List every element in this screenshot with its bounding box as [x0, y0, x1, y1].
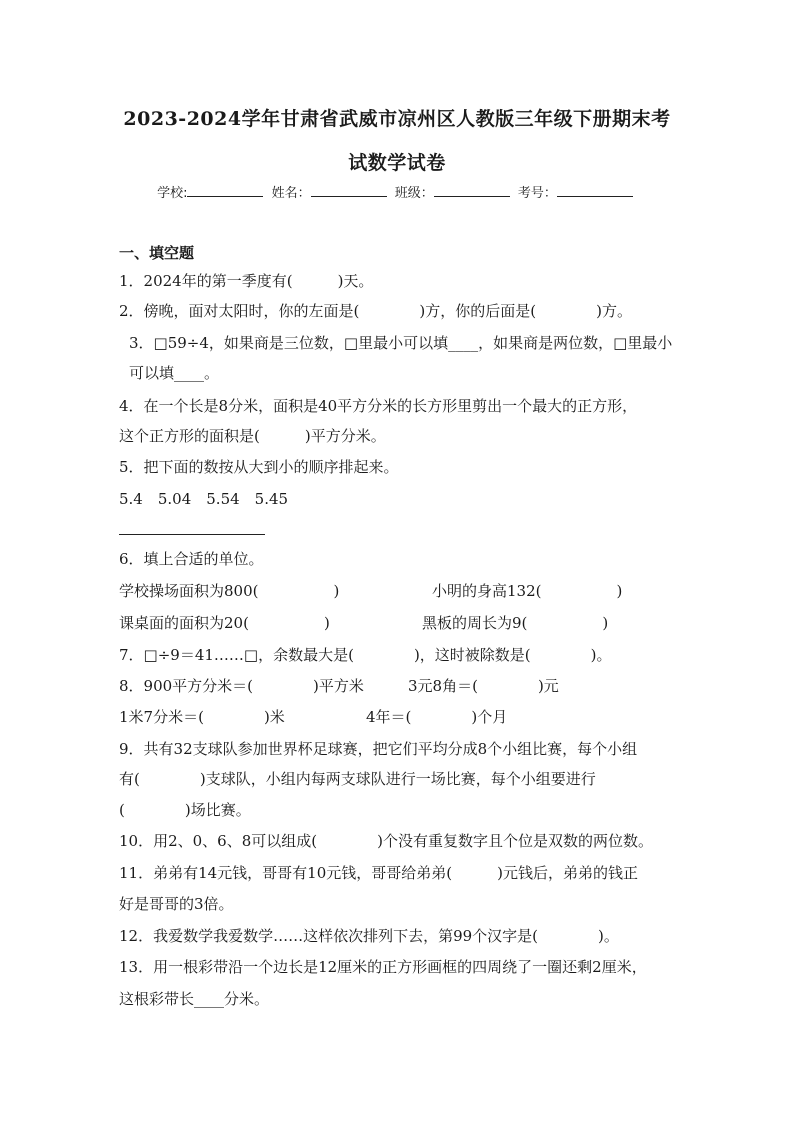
question-line: 11．弟弟有14元钱，哥哥有10元钱，哥哥给弟弟( )元钱后，弟弟的钱正	[119, 864, 638, 882]
name-blank[interactable]	[311, 184, 387, 197]
q6-item: 课桌面的面积为20( )	[119, 614, 330, 632]
q8-item: 3元8角＝( )元	[408, 677, 559, 695]
question-line: 有( )支球队，小组内每两支球队进行一场比赛，每个小组要进行	[119, 770, 596, 788]
question-line: 7．□÷9＝41……□，余数最大是( )，这时被除数是( )。	[119, 646, 612, 664]
exam-number-blank[interactable]	[557, 184, 633, 197]
question-line: 这根彩带长____分米。	[119, 990, 270, 1008]
q6-item: 小明的身高132( )	[432, 582, 623, 600]
answer-underline[interactable]	[119, 534, 265, 535]
q6-item: 学校操场面积为800( )	[119, 582, 340, 600]
question-line: 3．□59÷4，如果商是三位数，□里最小可以填____，如果商是两位数，□里最小	[129, 334, 673, 352]
exam-title-line2: 试数学试卷	[348, 152, 446, 174]
q8-item: 4年＝( )个月	[366, 708, 508, 726]
question-line: 13．用一根彩带沿一个边长是12厘米的正方形画框的四周绕了一圈还剩2厘米，	[119, 958, 647, 976]
name-label: 姓名：	[271, 186, 311, 201]
q8-item: 8．900平方分米＝( )平方米	[119, 677, 364, 695]
q6-item: 黑板的周长为9( )	[422, 614, 609, 632]
question-line: 5．把下面的数按从大到小的顺序排起来。	[119, 458, 399, 476]
question-line: 4．在一个长是8分米，面积是40平方分米的长方形里剪出一个最大的正方形，	[119, 397, 638, 415]
question-line: 可以填____。	[129, 364, 220, 382]
question-line: 这个正方形的面积是( )平方分米。	[119, 427, 386, 445]
question-line: 6．填上合适的单位。	[119, 550, 264, 568]
exam-number-label: 考号：	[517, 186, 557, 201]
number-list: 5.4 5.04 5.54 5.45	[119, 490, 289, 508]
q8-item: 1米7分米＝( )米	[119, 708, 285, 726]
question-line: 12．我爱数学我爱数学……这样依次排列下去，第99个汉字是( )。	[119, 927, 619, 945]
question-line: 1．2024年的第一季度有( )天。	[119, 272, 374, 290]
school-blank[interactable]	[187, 184, 263, 197]
class-label: 班级：	[394, 186, 434, 201]
school-label: 学校:	[157, 186, 188, 201]
section-heading: 一、填空题	[119, 244, 195, 262]
exam-title-line1: 2023-2024学年甘肃省武威市凉州区人教版三年级下册期末考	[123, 108, 671, 130]
question-line: 2．傍晚，面对太阳时，你的左面是( )方，你的后面是( )方。	[119, 302, 632, 320]
class-blank[interactable]	[434, 184, 510, 197]
question-line: 10．用2、0、6、8可以组成( )个没有重复数字且个位是双数的两位数。	[119, 832, 653, 850]
question-line: 好是哥哥的3倍。	[119, 895, 234, 913]
student-info-row	[0, 182, 794, 201]
question-line: ( )场比赛。	[119, 801, 251, 819]
question-line: 9．共有32支球队参加世界杯足球赛，把它们平均分成8个小组比赛，每个小组	[119, 740, 638, 758]
